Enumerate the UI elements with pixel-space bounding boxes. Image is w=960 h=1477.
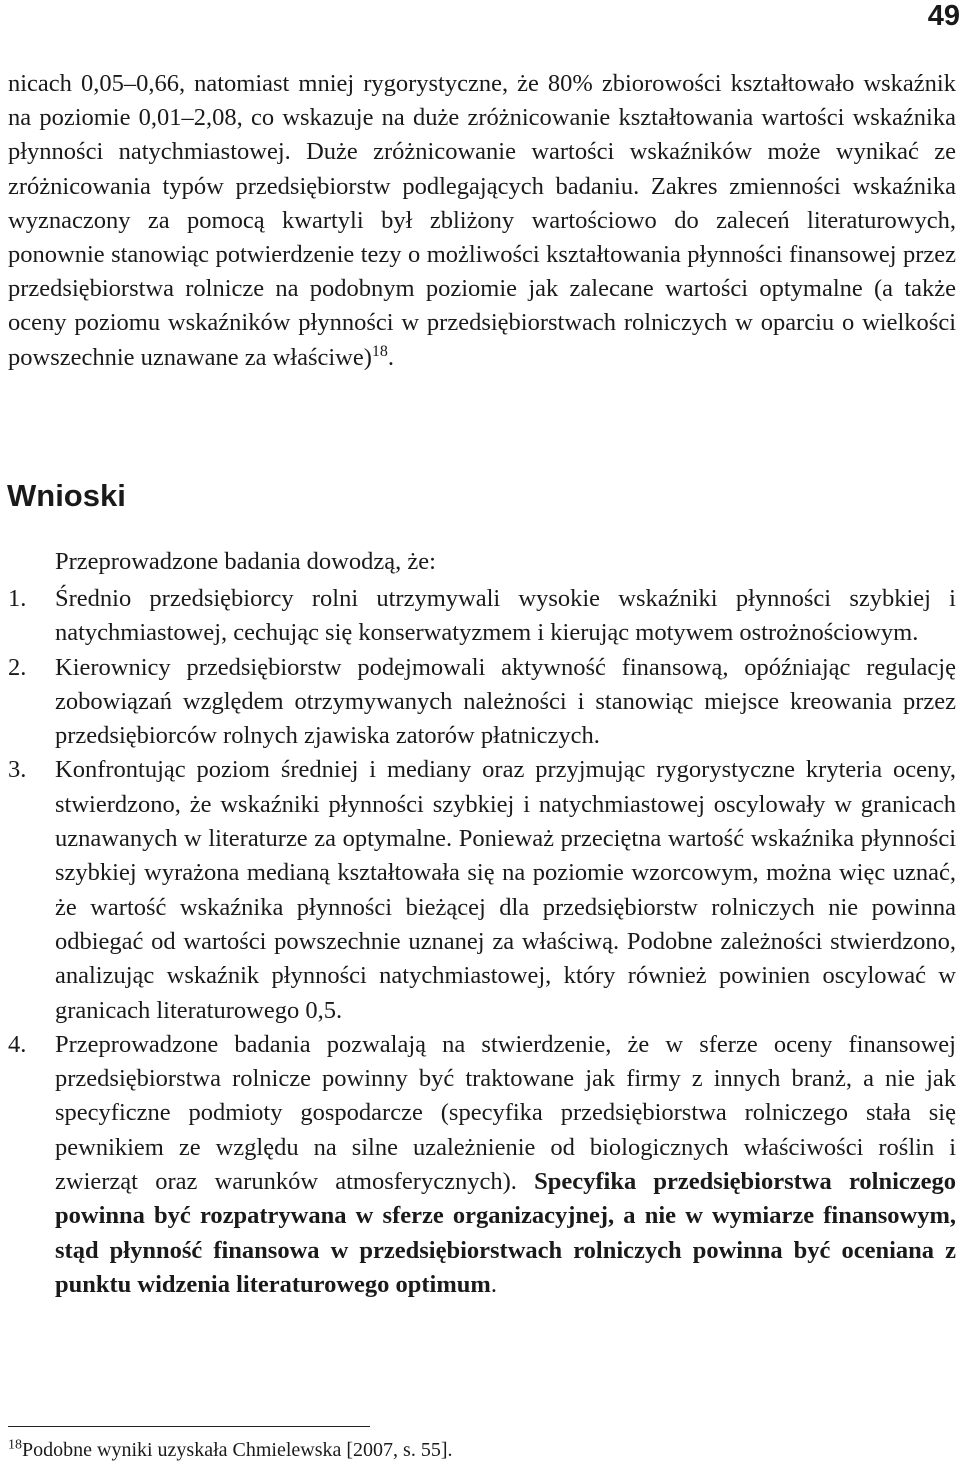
list-item-text: Kierownicy przedsiębiorstw podejmowali aktywność finansową, opóźniając regulację zobowiązań względem otrzymywanych należności i stanowiąc miejsce kreowania przez przedsiębiorców rolnych zjawiska zatorów płatniczych. [55, 653, 956, 750]
list-item-number: 1. [8, 585, 27, 612]
list-item-number: 2. [8, 653, 27, 681]
footnote-text: Podobne wyniki uzyskała Chmielewska [2007, s. 55]. [22, 1439, 453, 1461]
list-item [8, 582, 956, 651]
page-number: 49 [927, 0, 960, 32]
section-intro: Przeprowadzone badania dowodzą, że: [55, 548, 436, 575]
list-item-text: Przeprowadzone badania pozwalają na stwierdzenie, że w sferze oceny finansowej przedsiębiorstwa rolnicze powinny być traktowane jak firmy z innych branż, a nie jak specyficzne podmioty gospodarcze (specyfika przedsiębiorstwa rolniczego stała się pewnikiem ze względu na silne uzależnienie od biologicznych właściwości roślin i zwierząt oraz warunków atmosferycznych). [55, 1030, 956, 1196]
list-item-text: Średnio przedsiębiorcy rolni utrzymywali wysokie wskaźniki płynności szybkiej i natychmiastowej, cechując się konserwatyzmem i kierując motywem ostrożnościowym. [55, 585, 956, 647]
list-item [8, 753, 956, 1027]
footnote-divider [8, 1426, 370, 1427]
section-heading: Wnioski [7, 478, 126, 513]
paragraph-text-end: . [387, 343, 395, 371]
conclusions-list [8, 582, 956, 1302]
footnote [8, 1436, 453, 1464]
list-item [8, 1028, 956, 1302]
list-item-number: 3. [8, 756, 27, 784]
list-item-bold-text: Specyfika przedsiębiorstwa rolniczego powinna być rozpatrywana w sferze organizacyjnej, a nie w wymiarze finansowym, stąd płynność finansowa w przedsiębiorstwach rolniczych powinna być oceniana z punktu widzenia literaturowego optimum [55, 1168, 956, 1298]
list-item-text: Konfrontując poziom średniej i mediany oraz przyjmując rygorystyczne kryteria oceny, stwierdzono, że wskaźniki płynności szybkiej i natychmiastowej oscylowały w granicach uznawanych w literaturze za optymalne. Ponieważ przeciętna wartość wskaźnika płynności szybkiej wyrażona medianą kształtowała się na poziomie wzorcowym, można więc uznać, że wartość wskaźnika płynności bieżącej dla przedsiębiorstw rolniczych nie powinna odbiegać od wartości powszechnie uznanej za właściwą. Podobne zależności stwierdzono, analizując wskaźnik płynności natychmiastowej, który również powinien oscylować w granicach literaturowego 0,5. [55, 756, 956, 1024]
footnote-reference: 18 [371, 342, 388, 360]
paragraph-text: nicach 0,05–0,66, natomiast mniej rygorystyczne, że 80% zbiorowości kształtowało wskaźnik na poziomie 0,01–2,08, co wskazuje na duże zróżnicowanie kształtowania wartości wskaźnika płynności natychmiastowej. Duże zróżnicowanie wartości wskaźników może wynikać ze zróżnicowania typów przedsiębiorstw podlegających badaniu. Zakres zmienności wskaźnika wyznaczony za pomocą kwartyli był zbliżony wartościowo do zaleceń literaturowych, ponownie stanowiąc potwierdzenie tezy o możliwości kształtowania płynności finansowej przez przedsiębiorstwa rolnicze na podobnym poziomie jak zalecane wartości optymalne (a także oceny poziomu wskaźników płynności w przedsiębiorstwach rolniczych w oparciu o wielkości powszechnie uznawane za właściwe) [8, 70, 956, 371]
body-paragraph [8, 67, 956, 375]
list-item-text-end: . [490, 1270, 497, 1298]
list-item [8, 651, 956, 754]
footnote-mark: 18 [8, 1437, 22, 1453]
list-item-number: 4. [8, 1030, 27, 1058]
